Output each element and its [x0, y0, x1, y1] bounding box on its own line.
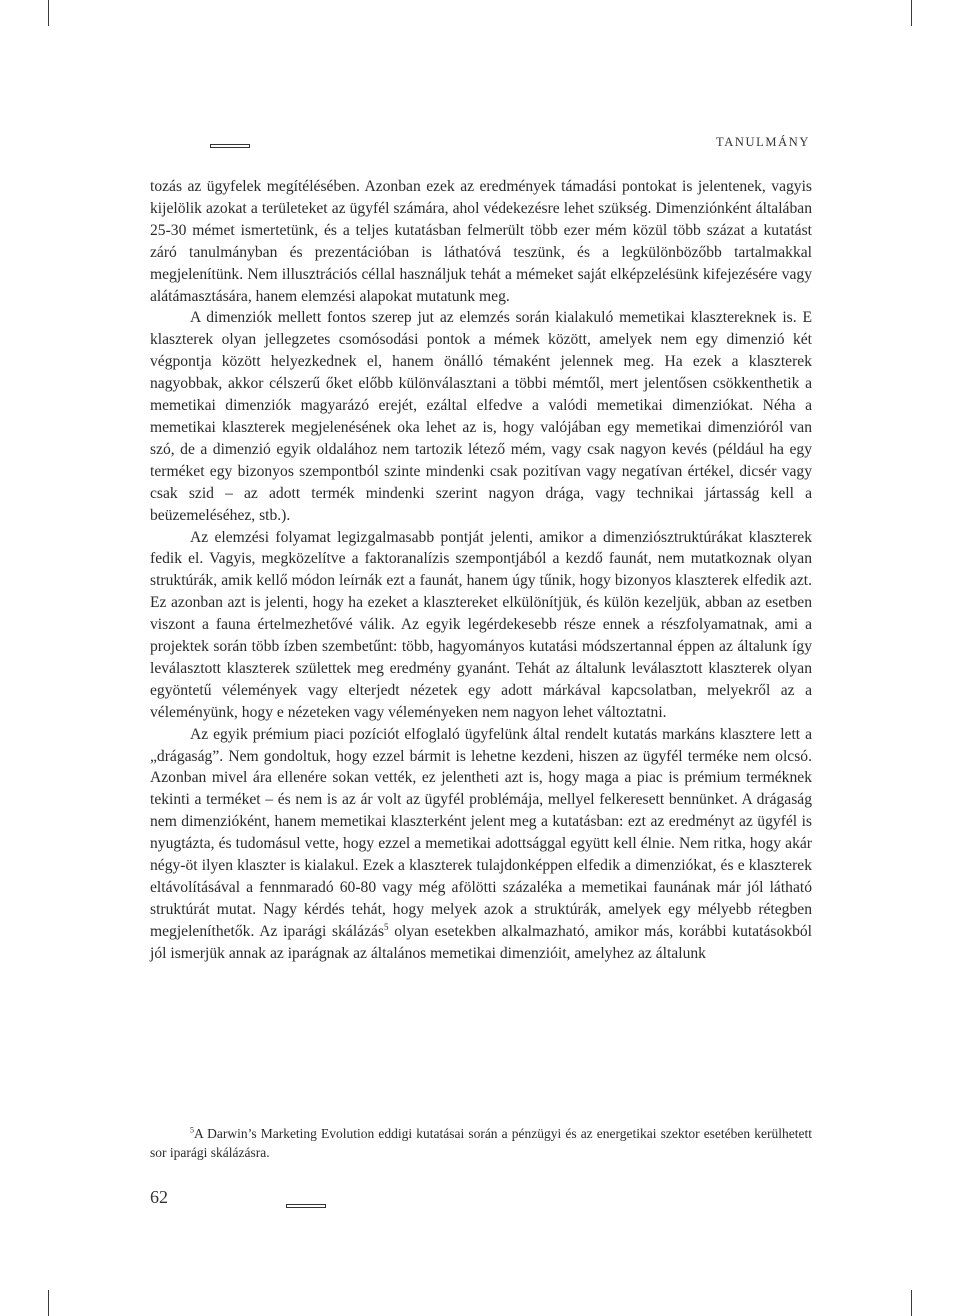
footnote-text: A Darwin’s Marketing Evolution eddigi kutatásai során a pénzügyi és az energetikai szektor esetében kerülhetett sor iparági skálázásra.	[150, 1126, 812, 1160]
crop-mark	[911, 0, 912, 26]
paragraph-tail-text: Az iparági skálázás	[259, 922, 385, 940]
article-body	[150, 176, 812, 965]
crop-mark	[48, 1290, 49, 1316]
paragraph-tail-text: olyan esetekben alkalmazható, amikor más, korábbi kutatásokból jól ismerjük annak az iparágnak az általános memetikai dimenzióit, amelyhez az általunk	[150, 922, 812, 962]
footnote	[150, 1124, 812, 1162]
page-number: 62	[150, 1187, 168, 1207]
running-header: TANULMÁNY	[716, 135, 810, 149]
body-paragraph	[150, 724, 812, 965]
paragraph-text: Az egyik prémium piaci pozíciót elfoglaló ügyfelünk által rendelt kutatás markáns klasztere lett a „drágaság”. Nem gondoltuk, hogy ezzel bármit is lehetne kezdeni, hiszen az ügyfél terméke nem olcsó. Azonban mivel ára ellenére sokan vették, ez jelentheti azt is, hogy maga a piac is prémium terméknek tekinti a terméket – és nem is az ár volt az ügyfél problémája, mellyel felkeresett bennünket. A drágaság nem dimenzióként, hanem memetikai klaszterként jelent meg a kutatásban: ezt az eredményt az ügyfél is nyugtázta, és tudomásul vette, hogy ezzel a memetikai adottsággal együtt kell élnie. Nem ritka, hogy akár négy-öt ilyen klaszter is kialakul. Ezek a klaszterek tulajdonképpen elfedik a dimenziókat, és e klaszterek eltávolításával a fennmaradó 60-80 vagy még afölötti százaléka a memetikai faunának már jól látható struktúrát mutat. Nagy kérdés tehát, hogy melyek azok a struktúrák, amelyek egy mélyebb rétegben megjeleníthetők.	[150, 725, 812, 940]
body-paragraph: A dimenziók mellett fontos szerep jut az elemzés során kialakuló memetikai klasztereknek is. E klaszterek olyan jellegzetes csomósodási pontok a mémek között, amelyek nem egy dimenzió két végpontja között helyezkednek el, hanem önálló témaként jelennek meg. Ha ezek a klaszterek nagyobbak, akkor célszerű őket előbb különválasztani a többi mémtől, mert jelentősen csökkenthetik a memetikai dimenziók magyarázó erejét, ezáltal elfedve a valódi memetikai dimenziókat. Néha a memetikai klaszterek megjelenésének oka lehet az is, hogy valójában egy memetikai dimenzióról van szó, de a dimenzió egyik oldalához nem tartozik létező mém, vagy csak nagyon kevés (például ha egy terméket egy bizonyos szempontból szinte mindenki csak pozitívan vagy negatívan értékel, dicsér vagy csak szid – az adott termék mindenki szerint nagyon drága, vagy technikai jártasság kell a beüzemeléséhez, stb.).	[150, 309, 812, 524]
body-paragraph: Az elemzési folyamat legizgalmasabb pontját jelenti, amikor a dimenziósztruktúrákat klaszterek fedik el. Vagyis, megközelítve a faktoranalízis szempontjából a kezdő faunát, nem mutatkoznak olyan struktúrák, amik kellő módon leírnák ezt a faunát, hanem úgy tűnik, hogy bizonyos klaszterek elfedik azt. Ez azonban azt is jelenti, hogy ha ezeket a klasztereket elkülönítjük, és külön kezeljük, abban az esetben viszont a fauna értelmezhetővé válik. Az egyik legérdekesebb része ennek a részfolyamatnak, ami a projektek során több ízben szembetűnt: több, hagyományos kutatási módszertannal éppen az általunk így leválasztott klaszterek születtek meg eredmény gyanánt. Tehát az általunk leválasztott klaszterek olyan egyöntetű vélemények vagy elterjedt nézetek egy adott márkával kapcsolatban, melyekről az a véleményünk, hogy e nézeteken vagy véleményeken nem nagyon lehet változtatni.	[150, 528, 812, 721]
crop-mark	[911, 1290, 912, 1316]
body-paragraph: tozás az ügyfelek megítélésében. Azonban ezek az eredmények támadási pontokat is jelentenek, vagyis kijelölik azokat a területeket az ügyfél számára, ahol védekezésre lehet szükség. Dimenziónként általában 25-30 mémet ismertetünk, és a teljes kutatásban felmerült több ezer mém közül több százat a kutatást záró tanulmányban és prezentációban is láthatóvá teszünk, és a legkülönbözőbb tartalmakkal megjelenítünk. Nem illusztrációs céllal használjuk tehát a mémeket saját elképzelésünk kifejezésére vagy alátámasztására, hanem elemzési alapokat mutatunk meg.	[150, 178, 812, 305]
footnote-reference: 5	[384, 921, 389, 932]
footnote-number: 5	[190, 1125, 194, 1135]
header-rule-ornament	[210, 144, 250, 148]
crop-mark	[48, 0, 49, 26]
footer-rule-ornament	[286, 1204, 326, 1208]
